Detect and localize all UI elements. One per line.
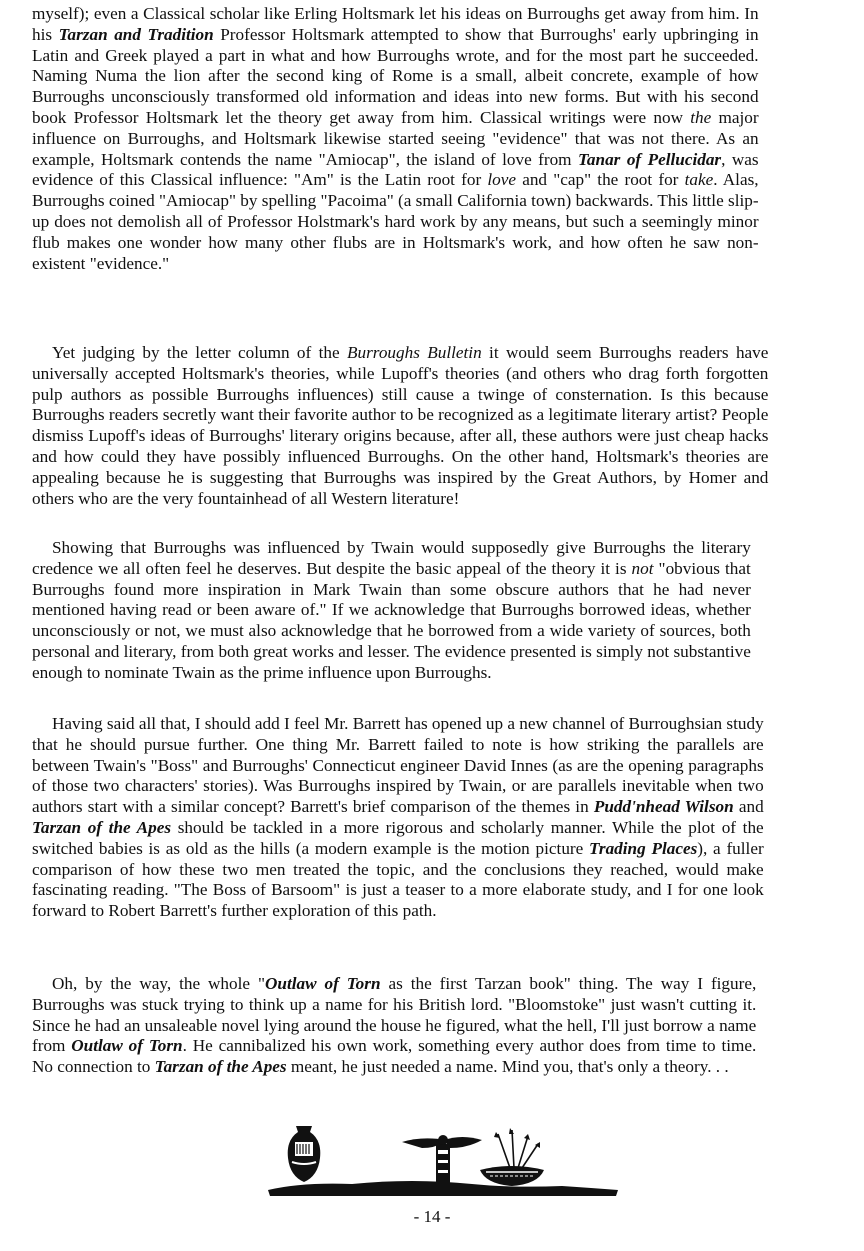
title-citation: Tarzan of the Apes [32,817,172,837]
italic-text: not [631,558,654,578]
text-line: and how could they have possibly influenced Burroughs. On the other hand, Holtsmark's theories are [32,446,769,466]
paragraph-2 [32,343,768,509]
text-line: from Outlaw of Torn. He cannibalized his own work, something every author does from time to time. [32,1036,757,1056]
title-citation: Tanar of Pellucidar [578,149,722,169]
page-number: - 14 - [413,1207,451,1226]
text-line: dismiss Lupoff's ideas of Burroughs' literary origins because, after all, these authors were just cheap hacks [32,426,769,446]
text-line: No connection to Tarzan of the Apes meant, he just needed a name. Mind you, that's only a theory. . . [32,1057,729,1077]
text-line: that he should pursue further. One thing Mr. Barrett failed to note is how striking the parallels are [32,734,764,754]
winged-figure-icon [402,1135,482,1184]
text-line: Having said all that, I should add I feel Mr. Barrett has opened up a new channel of Burroughsian study [52,714,764,733]
text-line: Burroughs unconsciously transformed old information and ideas into new forms. But with his second [32,87,759,107]
text-line: comparison of how these two men treated the topic, and the conclusions they reached, would make [32,859,764,879]
text-line: switched babies is as old as the hills (a modern example is the motion picture Trading Places), a fuller [32,838,764,858]
text-line: evidence of this Classical influence: "Am" is the Latin root for love and "cap" the root for take. Alas, [32,170,759,190]
paragraph-1 [32,4,759,274]
text-line: existent "evidence." [32,253,170,273]
text-line: Burroughs readers secretly want their favorite author to be recognized as a legitimate literary artist? People [32,405,769,425]
text-line: of those two characters' stories). Was Burroughs inspired by Twain, or are parallels inevitable when two [32,776,764,796]
bowl-icon [480,1128,544,1186]
text-line: influence on Burroughs, and Holtsmark likewise started seeing "evidence" that was not there. As an [32,128,759,148]
text-line: book Professor Holtsmark let the theory get away from him. Classical writings were now the major [32,107,759,127]
egyptian-vase-and-reclining-figure-illustration [262,1118,622,1198]
text-line: up does not demolish all of Professor Holstmark's hard work by any means, but such a seemingly minor [32,211,759,231]
title-citation: Pudd'nhead Wilson [593,797,734,817]
text-line: authors start with a similar concept? Barrett's brief comparison of the themes in Pudd'nhead Wilson and [32,797,764,817]
text-line: Naming Numa the lion after the second king of Rome is a small, albeit concrete, example of how [32,66,759,86]
text-line: Burroughs was stuck trying to think up a name for his British lord. "Bloomstoke" just wasn't cutting it. [32,994,757,1014]
emphasis-word: take [684,170,714,190]
title-citation: Tarzan of the Apes [154,1057,287,1077]
text-line: forward to Robert Barrett's further exploration of this path. [32,901,437,921]
text-line: between Twain's "Boss" and Burroughs' Connecticut engineer David Innes (as are the opening paragraphs [32,755,764,775]
text-line: personal and literary, from both great works and lesser. The evidence presented is simply not substantive [32,641,751,661]
text-line: pulp authors as possible Burroughs influences) still cause a twinge of consternation. Is this because [32,384,769,404]
paragraph-4 [32,714,764,922]
text-line: Latin and Greek played a part in what and how Burroughs wrote, and for the most part he succeeded. [32,45,759,65]
text-line: Yet judging by the letter column of the Burroughs Bulletin it would seem Burroughs readers have [52,343,769,362]
text-line: Showing that Burroughs was influenced by Twain would supposedly give Burroughs the literary [52,538,751,557]
emphasis-word: the [690,107,712,127]
title-citation: Trading Places [589,838,698,858]
text-line: his Tarzan and Tradition Professor Holtsmark attempted to show that Burroughs' early upbringing in [32,24,759,44]
paragraph-3 [32,538,751,684]
emphasis-word: love [487,170,517,190]
text-line: credence we all often feel he deserves. But despite the basic appeal of the theory it is not "obvious that [32,558,751,578]
title-citation: Outlaw of Torn [71,1036,183,1056]
text-line: myself); even a Classical scholar like Erling Holtsmark let his ideas on Burroughs get away from him. In [32,4,759,23]
text-line: example, Holtsmark contends the name "Amiocap", the island of love from Tanar of Pellucidar, was [32,149,759,169]
text-line: Since he had an unsaleable novel lying around the house he figured, what the hell, I'll just borrow a name [32,1015,757,1035]
text-line: flub makes one wonder how many other flubs are in Holtsmark's work, and how often he saw non- [32,232,759,252]
text-line: Oh, by the way, the whole "Outlaw of Torn as the first Tarzan book" thing. The way I figure, [52,974,757,993]
text-line: universally accepted Holtsmark's theories, while Lupoff's theories (and others who drag forth forgotten [32,363,769,383]
text-line: others who are the very fountainhead of all Western literature! [32,488,460,508]
italic-text: Burroughs Bulletin [346,343,482,362]
text-line: Burroughs found more inspiration in Mark Twain than some obscure authors that he had never [32,579,751,599]
text-line: appealing because he is suggesting that Burroughs was inspired by the Great Authors, by Homer and [32,467,769,487]
text-line: unconsciously or not, we must also acknowledge that he borrowed from a wide variety of sources, both [32,621,751,641]
title-citation: Tarzan and Tradition [58,24,214,44]
text-line: Tarzan of the Apes should be tackled in a more rigorous and scholarly manner. While the plot of the [32,817,764,837]
text-line: enough to nominate Twain as the prime influence upon Burroughs. [32,662,492,682]
text-line: Burroughs coined "Amiocap" by spelling "Pacoima" (a small California town) backwards. This little slip- [32,191,759,211]
title-citation: Outlaw of Torn [264,974,381,993]
text-line: fascinating reading. "The Boss of Barsoom" is just a teaser to a more elaborate study, and I for one look [32,880,764,900]
vase-icon [288,1126,321,1182]
text-line: mentioned having read or been aware of." If we acknowledge that Burroughs borrowed ideas, whether [32,600,751,620]
paragraph-5 [32,974,756,1078]
